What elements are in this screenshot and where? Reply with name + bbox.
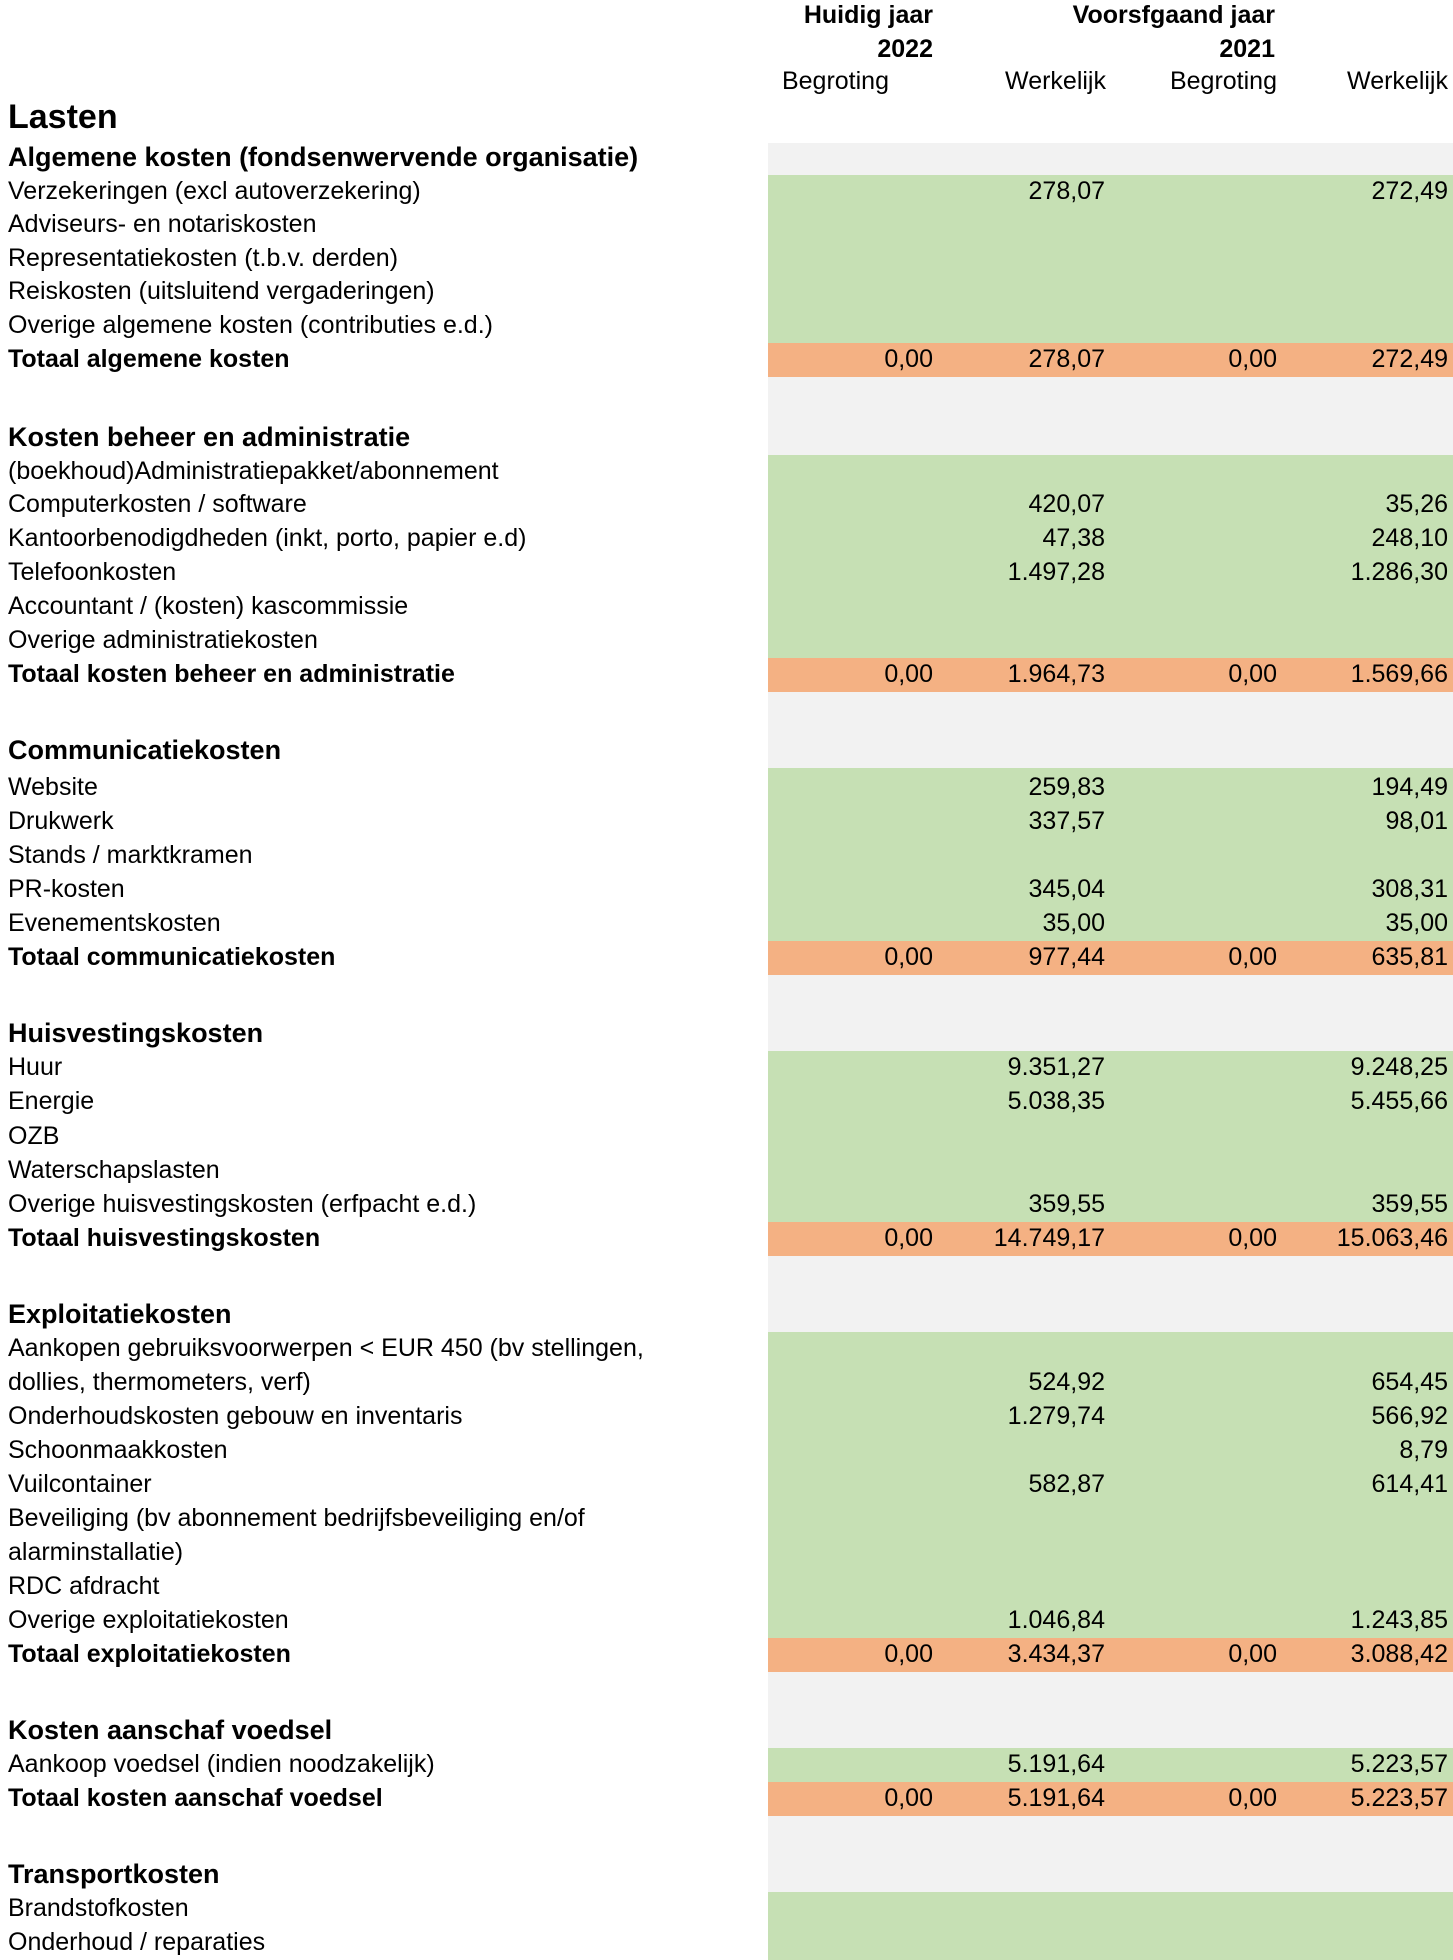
row-label: Telefoonkosten <box>8 558 177 586</box>
section-title: Exploitatiekosten <box>8 1299 232 1329</box>
table-row <box>0 768 1453 805</box>
col-header-begroting-current: Begroting <box>781 67 889 95</box>
cell-background <box>768 873 1453 907</box>
current-year-label: Huidig jaar <box>803 1 933 29</box>
werkelijk-previous-cell: 272,49 <box>1371 177 1448 205</box>
werkelijk-current-cell: 1.279,74 <box>1007 1402 1105 1430</box>
table-row <box>0 556 1453 590</box>
table-row <box>0 489 1453 522</box>
row-label: RDC afdracht <box>8 1572 160 1600</box>
werkelijk-current-cell: 259,83 <box>1028 773 1105 801</box>
cell-background <box>768 1892 1453 1926</box>
page-title: Lasten <box>8 98 118 136</box>
table-row <box>0 242 1453 276</box>
werkelijk-previous-cell: 272,49 <box>1371 345 1448 373</box>
section-heading-row <box>0 1710 1453 1748</box>
row-label: Energie <box>8 1087 95 1115</box>
begroting-previous-cell: 0,00 <box>1228 1224 1277 1252</box>
werkelijk-current-cell: 359,55 <box>1028 1190 1105 1218</box>
table-row <box>0 1085 1453 1119</box>
row-label: Website <box>8 773 98 801</box>
row-label: Stands / marktkramen <box>8 841 253 869</box>
table-row <box>0 1502 1453 1536</box>
cell-background <box>768 455 1453 489</box>
table-row <box>0 1154 1453 1188</box>
spacer-row <box>0 692 1453 730</box>
row-label: Totaal algemene kosten <box>8 345 290 373</box>
row-label: Evenementskosten <box>8 909 221 937</box>
table-row <box>0 309 1453 343</box>
row-label: Overige huisvestingskosten (erfpacht e.d.) <box>8 1190 477 1218</box>
werkelijk-current-cell: 5.038,35 <box>1007 1087 1105 1115</box>
werkelijk-current-cell: 1.046,84 <box>1007 1606 1105 1634</box>
table-row <box>0 1536 1453 1570</box>
table-row <box>0 839 1453 873</box>
werkelijk-current-cell: 3.434,37 <box>1007 1640 1105 1668</box>
table-row <box>0 1119 1453 1154</box>
cell-background <box>768 907 1453 941</box>
cell-background <box>768 730 1453 768</box>
section-title: Transportkosten <box>8 1859 220 1889</box>
row-label: Adviseurs- en notariskosten <box>8 210 317 238</box>
werkelijk-previous-cell: 566,92 <box>1371 1402 1448 1430</box>
spacer-row <box>0 1256 1453 1294</box>
section-title: Kosten aanschaf voedsel <box>8 1715 333 1745</box>
row-label: Beveiliging (bv abonnement bedrijfsbeveiliging en/of <box>8 1504 585 1532</box>
row-label: Verzekeringen (excl autoverzekering) <box>8 177 421 205</box>
cell-background <box>768 1434 1453 1468</box>
werkelijk-previous-cell: 98,01 <box>1385 807 1448 835</box>
werkelijk-current-cell: 524,92 <box>1028 1368 1105 1396</box>
cell-background <box>768 768 1453 805</box>
werkelijk-current-cell: 1.964,73 <box>1007 660 1105 688</box>
werkelijk-previous-cell: 359,55 <box>1371 1190 1448 1218</box>
section-title: Huisvestingskosten <box>8 1018 264 1048</box>
cell-background <box>768 590 1453 624</box>
cell-background <box>768 522 1453 556</box>
werkelijk-current-cell: 5.191,64 <box>1007 1750 1105 1778</box>
cell-background <box>768 276 1453 309</box>
begroting-current-cell: 0,00 <box>884 1224 933 1252</box>
row-label: Totaal kosten aanschaf voedsel <box>8 1784 383 1812</box>
cell-background <box>768 1294 1453 1332</box>
cell-background <box>768 1710 1453 1748</box>
cell-background <box>768 343 1453 377</box>
total-row <box>0 1222 1453 1256</box>
spacer-row <box>0 975 1453 1013</box>
row-label: Drukwerk <box>8 807 114 835</box>
cell-background <box>768 1400 1453 1434</box>
werkelijk-previous-cell: 5.455,66 <box>1350 1087 1448 1115</box>
row-label: Overige exploitatiekosten <box>8 1606 289 1634</box>
expense-table <box>0 143 1453 1960</box>
table-row <box>0 1400 1453 1434</box>
werkelijk-previous-cell: 1.243,85 <box>1350 1606 1448 1634</box>
werkelijk-current-cell: 47,38 <box>1042 524 1105 552</box>
table-row <box>0 1926 1453 1960</box>
cell-background <box>768 377 1453 417</box>
cell-background <box>768 624 1453 658</box>
cell-background <box>768 1468 1453 1502</box>
cell-background <box>768 839 1453 873</box>
werkelijk-current-cell: 337,57 <box>1028 807 1105 835</box>
row-label: PR-kosten <box>8 875 125 903</box>
werkelijk-previous-cell: 248,10 <box>1371 524 1448 552</box>
table-row <box>0 1604 1453 1638</box>
row-label: Aankopen gebruiksvoorwerpen < EUR 450 (bv stellingen, <box>8 1334 644 1362</box>
previous-year-label: Voorsfgaand jaar <box>1072 1 1275 29</box>
cell-background <box>768 692 1453 730</box>
table-row <box>0 590 1453 624</box>
table-row <box>0 1051 1453 1085</box>
table-row <box>0 873 1453 907</box>
row-label: Totaal kosten beheer en administratie <box>8 660 455 688</box>
cell-background <box>768 209 1453 242</box>
cell-background <box>768 1926 1453 1960</box>
section-title: Kosten beheer en administratie <box>8 422 411 452</box>
werkelijk-previous-cell: 35,26 <box>1385 490 1448 518</box>
table-row <box>0 1570 1453 1604</box>
werkelijk-previous-cell: 308,31 <box>1371 875 1448 903</box>
werkelijk-previous-cell: 8,79 <box>1399 1436 1448 1464</box>
section-heading-row <box>0 1294 1453 1332</box>
table-row <box>0 1188 1453 1222</box>
section-title: Algemene kosten (fondsenwervende organisatie) <box>8 142 639 172</box>
row-label: Aankoop voedsel (indien noodzakelijk) <box>8 1750 435 1778</box>
section-title: Communicatiekosten <box>8 735 282 765</box>
total-row <box>0 1638 1453 1672</box>
cell-background <box>768 489 1453 522</box>
row-label: Schoonmaakkosten <box>8 1436 228 1464</box>
table-row <box>0 1892 1453 1926</box>
table-row <box>0 805 1453 839</box>
row-label: Huur <box>8 1053 63 1081</box>
row-label: Onderhoudskosten gebouw en inventaris <box>8 1402 463 1430</box>
cell-background <box>768 1119 1453 1154</box>
werkelijk-previous-cell: 614,41 <box>1371 1470 1448 1498</box>
werkelijk-previous-cell: 35,00 <box>1385 909 1448 937</box>
werkelijk-previous-cell: 9.248,25 <box>1350 1053 1448 1081</box>
cell-background <box>768 1013 1453 1051</box>
werkelijk-current-cell: 1.497,28 <box>1007 558 1105 586</box>
total-row <box>0 1782 1453 1816</box>
spacer-row <box>0 1672 1453 1710</box>
werkelijk-previous-cell: 15.063,46 <box>1336 1224 1448 1252</box>
row-label: Waterschapslasten <box>8 1156 220 1184</box>
begroting-current-cell: 0,00 <box>884 1784 933 1812</box>
table-row <box>0 175 1453 209</box>
table-row <box>0 276 1453 309</box>
werkelijk-current-cell: 420,07 <box>1028 490 1105 518</box>
cell-background <box>768 941 1453 975</box>
begroting-current-cell: 0,00 <box>884 660 933 688</box>
col-header-werkelijk-previous: Werkelijk <box>1347 67 1448 95</box>
row-label: Accountant / (kosten) kascommissie <box>8 592 409 620</box>
row-label: Vuilcontainer <box>8 1470 152 1498</box>
total-row <box>0 941 1453 975</box>
table-row <box>0 624 1453 658</box>
werkelijk-current-cell: 35,00 <box>1042 909 1105 937</box>
row-label: dollies, thermometers, verf) <box>8 1368 311 1396</box>
cell-background <box>768 1256 1453 1294</box>
table-row <box>0 907 1453 941</box>
table-row <box>0 1468 1453 1502</box>
total-row <box>0 343 1453 377</box>
row-label: Computerkosten / software <box>8 490 307 518</box>
cell-background <box>768 417 1453 455</box>
cell-background <box>768 175 1453 209</box>
table-row <box>0 1332 1453 1366</box>
werkelijk-current-cell: 14.749,17 <box>993 1224 1105 1252</box>
werkelijk-current-cell: 278,07 <box>1028 345 1105 373</box>
werkelijk-previous-cell: 1.286,30 <box>1350 558 1448 586</box>
werkelijk-previous-cell: 5.223,57 <box>1350 1784 1448 1812</box>
previous-year: 2021 <box>1219 35 1275 63</box>
werkelijk-current-cell: 345,04 <box>1028 875 1105 903</box>
cell-background <box>768 143 1453 175</box>
section-heading-row <box>0 417 1453 455</box>
total-row <box>0 658 1453 692</box>
row-label: Reiskosten (uitsluitend vergaderingen) <box>8 277 435 305</box>
cell-background <box>768 1816 1453 1854</box>
werkelijk-previous-cell: 1.569,66 <box>1350 660 1448 688</box>
cell-background <box>768 1854 1453 1892</box>
werkelijk-current-cell: 9.351,27 <box>1007 1053 1105 1081</box>
cell-background <box>768 1366 1453 1400</box>
begroting-current-cell: 0,00 <box>884 1640 933 1668</box>
col-header-begroting-previous: Begroting <box>1169 67 1277 95</box>
begroting-current-cell: 0,00 <box>884 345 933 373</box>
table-row <box>0 1434 1453 1468</box>
werkelijk-current-cell: 582,87 <box>1028 1470 1105 1498</box>
werkelijk-previous-cell: 654,45 <box>1371 1368 1448 1396</box>
cell-background <box>768 242 1453 276</box>
row-label: Brandstofkosten <box>8 1894 189 1922</box>
table-row <box>0 1366 1453 1400</box>
table-row <box>0 522 1453 556</box>
col-header-werkelijk-current: Werkelijk <box>1005 67 1106 95</box>
werkelijk-previous-cell: 3.088,42 <box>1350 1640 1448 1668</box>
begroting-previous-cell: 0,00 <box>1228 345 1277 373</box>
spacer-row <box>0 377 1453 417</box>
begroting-previous-cell: 0,00 <box>1228 943 1277 971</box>
table-row <box>0 455 1453 489</box>
spacer-row <box>0 1816 1453 1854</box>
cell-background <box>768 1502 1453 1536</box>
werkelijk-previous-cell: 194,49 <box>1371 773 1448 801</box>
row-label: Overige algemene kosten (contributies e.d.) <box>8 311 493 339</box>
table-row <box>0 209 1453 242</box>
row-label: Onderhoud / reparaties <box>8 1928 266 1956</box>
row-label: OZB <box>8 1122 60 1150</box>
begroting-previous-cell: 0,00 <box>1228 1784 1277 1812</box>
werkelijk-current-cell: 977,44 <box>1028 943 1105 971</box>
cell-background <box>768 1188 1453 1222</box>
cell-background <box>768 1672 1453 1710</box>
cell-background <box>768 1332 1453 1366</box>
cell-background <box>768 1570 1453 1604</box>
section-heading-row <box>0 1854 1453 1892</box>
section-heading-row <box>0 143 1453 175</box>
row-label: Totaal huisvestingskosten <box>8 1224 321 1252</box>
cell-background <box>768 805 1453 839</box>
row-label: Kantoorbenodigdheden (inkt, porto, papier e.d) <box>8 524 527 552</box>
row-label: Totaal communicatiekosten <box>8 943 336 971</box>
cell-background <box>768 309 1453 343</box>
section-heading-row <box>0 1013 1453 1051</box>
begroting-previous-cell: 0,00 <box>1228 1640 1277 1668</box>
werkelijk-current-cell: 5.191,64 <box>1007 1784 1105 1812</box>
cell-background <box>768 1154 1453 1188</box>
row-label: Overige administratiekosten <box>8 626 318 654</box>
begroting-previous-cell: 0,00 <box>1228 660 1277 688</box>
cell-background <box>768 975 1453 1013</box>
begroting-current-cell: 0,00 <box>884 943 933 971</box>
werkelijk-current-cell: 278,07 <box>1028 177 1105 205</box>
current-year: 2022 <box>877 35 933 63</box>
table-row <box>0 1748 1453 1782</box>
werkelijk-previous-cell: 635,81 <box>1371 943 1448 971</box>
werkelijk-previous-cell: 5.223,57 <box>1350 1750 1448 1778</box>
row-label: alarminstallatie) <box>8 1538 184 1566</box>
row-label: (boekhoud)Administratiepakket/abonnement <box>8 457 499 485</box>
row-label: Totaal exploitatiekosten <box>8 1640 291 1668</box>
row-label: Representatiekosten (t.b.v. derden) <box>8 244 399 272</box>
section-heading-row <box>0 730 1453 768</box>
cell-background <box>768 1536 1453 1570</box>
